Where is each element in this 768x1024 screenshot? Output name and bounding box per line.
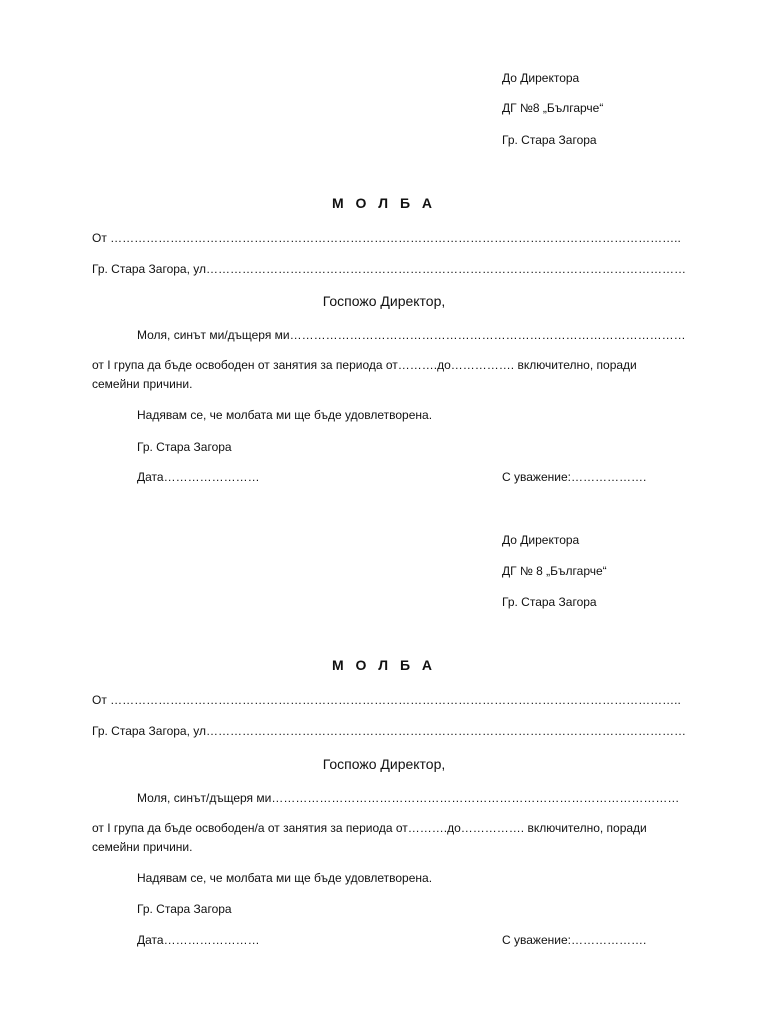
addressee-line-2: ДГ № 8 „Българче“	[502, 564, 607, 578]
request-line: Моля, синът ми/дъщеря ми………………………………………………………………………………………	[137, 328, 686, 342]
address-field: Гр. Стара Загора, ул…………………………………………………………………………………………………………	[92, 262, 687, 276]
date-field: Дата……………………	[137, 470, 260, 484]
addressee-line-1: До Директора	[502, 71, 580, 85]
addressee-line-3: Гр. Стара Загора	[502, 133, 597, 147]
addressee-line-3: Гр. Стара Загора	[502, 595, 597, 609]
signature-field: С уважение:……………….	[502, 933, 647, 947]
body-paragraph: от І група да бъде освободен от занятия за периода от……….до……………. включително, поради семейни причини.	[92, 358, 637, 391]
city-line: Гр. Стара Загора	[137, 902, 232, 916]
salutation: Госпожо Директор,	[322, 293, 446, 309]
form-title: М О Л Б А	[331, 657, 437, 673]
addressee-line-2: ДГ №8 „Българче“	[502, 101, 604, 115]
closing-sentence: Надявам се, че молбата ми ще бъде удовлетворена.	[137, 871, 433, 885]
addressee-line-1: До Директора	[502, 533, 580, 547]
date-field: Дата……………………	[137, 933, 260, 947]
salutation: Госпожо Директор,	[322, 756, 446, 772]
city-line: Гр. Стара Загора	[137, 440, 232, 454]
signature-field: С уважение:……………….	[502, 470, 647, 484]
from-field: От ……………………………………………………………………………………………………………………………..	[92, 693, 681, 707]
request-line: Моля, синът/дъщеря ми…………………………………………………………………………………………	[137, 791, 680, 805]
from-field: От ……………………………………………………………………………………………………………………………..	[92, 231, 681, 245]
address-field: Гр. Стара Загора, ул…………………………………………………………………………………………………………	[92, 724, 687, 738]
closing-sentence: Надявам се, че молбата ми ще бъде удовлетворена.	[137, 408, 433, 422]
body-paragraph: от І група да бъде освободен/а от занятия за периода от……….до……………. включително, поради семейни причини.	[92, 821, 647, 854]
form-title: М О Л Б А	[331, 195, 437, 211]
